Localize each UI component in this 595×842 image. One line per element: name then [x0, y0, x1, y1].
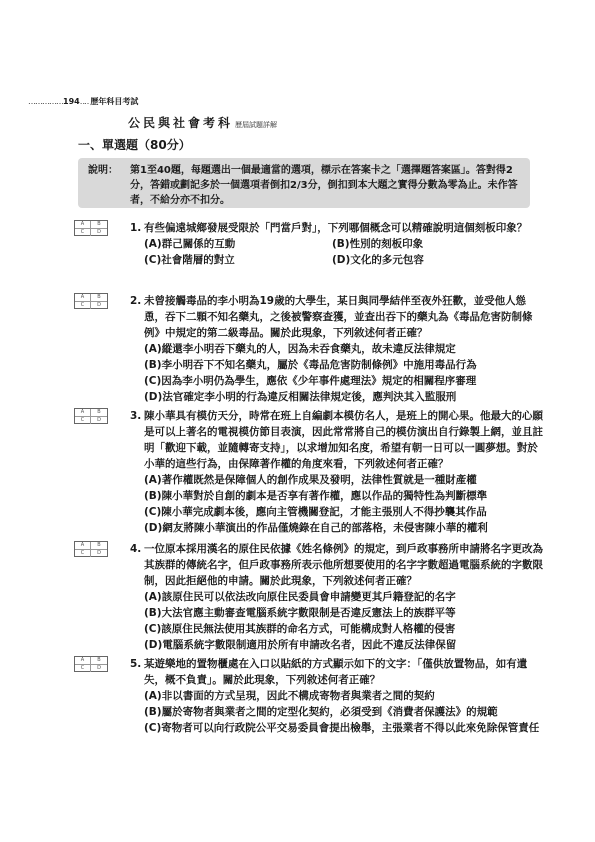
- header-separator: ‥‥: [79, 97, 89, 106]
- option-d: (D)文化的多元包容: [332, 254, 424, 266]
- instructions-box: [78, 158, 530, 208]
- option-a: (A)群己關係的互動: [144, 238, 236, 250]
- answer-box[interactable]: [74, 656, 108, 672]
- option-c: (C)陳小華完成劇本後，應向主管機關登記，才能主張別人不得抄襲其作品: [144, 506, 487, 518]
- instructions-label: 說明：: [88, 165, 118, 176]
- instructions-text: 第1至40題，每題選出一個最適當的選項，標示在答案卡之「選擇題答案區」。答對得2分，答錯或劃記多於一個選項者倒扣2/3分，倒扣到本大題之實得分數為零為止。未作答者，不給分亦不扣分。: [130, 165, 518, 206]
- answer-box[interactable]: [74, 293, 108, 309]
- answer-cell-a[interactable]: A: [75, 542, 91, 550]
- option-b: (B)大法官應主動審查電腦系統字數限制是否違反憲法上的族群平等: [144, 607, 456, 619]
- subject-title: 公民與社會考科: [128, 116, 234, 130]
- subject-heading: [128, 112, 277, 131]
- question-stem: 某遊樂地的置物櫃處在入口以貼紙的方式顯示如下的文字：「僅供放置物品，如有遺失，概不負責」。關於此現象，下列敘述何者正確？: [144, 658, 528, 686]
- running-header: [28, 96, 138, 107]
- question-body: [144, 293, 544, 405]
- answer-cell-c[interactable]: C: [75, 229, 91, 236]
- answer-cell-c[interactable]: C: [75, 417, 91, 424]
- answer-cell-b[interactable]: B: [91, 542, 107, 550]
- question-stem: 未曾接觸毒品的李小明為19歲的大學生，某日與同學結伴至夜外狂歡，並受他人慫恿，吞下二顆不知名藥丸，之後被警察查獲，並查出吞下的藥丸為《毒品危害防制條例》中規定的第二級毒品。關於此現象，下列敘述何者正確？: [144, 295, 533, 339]
- answer-cell-a[interactable]: A: [75, 294, 91, 302]
- option-c: (C)寄物者可以向行政院公平交易委員會提出檢舉，主張業者不得以此來免除保管責任: [144, 722, 540, 734]
- option-a: (A)縱還李小明吞下藥丸的人，因為未吞食藥丸，故未違反法律規定: [144, 343, 456, 355]
- answer-cell-c[interactable]: C: [75, 302, 91, 309]
- answer-cell-b[interactable]: B: [91, 409, 107, 417]
- question-body: [144, 220, 544, 268]
- answer-cell-d[interactable]: D: [97, 417, 101, 423]
- question-body: [144, 656, 544, 736]
- answer-box[interactable]: [74, 220, 108, 236]
- option-a: (A)非以書面的方式呈現，因此不構成寄物者與業者之間的契約: [144, 690, 435, 702]
- option-a: (A)著作權既然是保障個人的創作成果及發明，法律性質就是一種財產權: [144, 474, 477, 486]
- section-title: 一、單選題（80分）: [78, 138, 191, 152]
- option-d: (D)網友將陳小華演出的作品僅燒錄在自己的部落格，未侵害陳小華的權利: [144, 522, 488, 534]
- question-number: 5.: [130, 658, 142, 670]
- option-c: (C)因為李小明仍為學生，應依《少年事件處理法》規定的相關程序審理: [144, 375, 477, 387]
- exam-name: 歷年科目考試: [90, 97, 139, 106]
- question-body: [144, 541, 544, 653]
- answer-cell-b[interactable]: B: [91, 294, 107, 302]
- answer-cell-a[interactable]: A: [75, 409, 91, 417]
- answer-cell-b[interactable]: B: [91, 657, 107, 665]
- option-c: (C)該原住民無法使用其族群的命名方式，可能構成對人格權的侵害: [144, 623, 456, 635]
- answer-cell-d[interactable]: D: [97, 229, 101, 235]
- option-b: (B)陳小華對於自創的劇本是否享有著作權，應以作品的獨特性為判斷標準: [144, 490, 488, 502]
- header-leader-dots: ……………: [28, 97, 63, 106]
- option-list: [144, 236, 544, 268]
- answer-cell-d[interactable]: D: [97, 665, 101, 671]
- question-number: 1.: [130, 222, 142, 234]
- option-d: (D)法官確定李小明的行為違反相關法律規定後，應判決其入監服刑: [144, 391, 457, 403]
- answer-cell-b[interactable]: B: [91, 221, 107, 229]
- answer-box[interactable]: [74, 408, 108, 424]
- option-b: (B)屬於寄物者與業者之間的定型化契約，必須受到《消費者保護法》的規範: [144, 706, 498, 718]
- answer-cell-d[interactable]: D: [97, 302, 101, 308]
- answer-cell-a[interactable]: A: [75, 221, 91, 229]
- question-number: 3.: [130, 410, 142, 422]
- option-b: (B)性別的刻板印象: [332, 238, 424, 250]
- answer-cell-c[interactable]: C: [75, 550, 91, 557]
- subject-note: 歷屆試題詳解: [235, 121, 278, 129]
- question-body: [144, 408, 544, 536]
- option-c: (C)社會階層的對立: [144, 254, 235, 266]
- question-number: 4.: [130, 543, 142, 555]
- option-b: (B)李小明吞下不知名藥丸，屬於《毒品危害防制條例》中施用毒品行為: [144, 359, 477, 371]
- option-a: (A)該原住民可以依法改向原住民委員會申請變更其戶籍登記的名字: [144, 591, 456, 603]
- answer-cell-d[interactable]: D: [97, 550, 101, 556]
- question-stem: 陳小華具有模仿天分，時常在班上自編劇本模仿名人，是班上的開心果。他最大的心願是可以上著名的電視模仿節目表演，因此常常將自己的模仿演出自行錄製上網，並且註明「歡迎下載，並隨轉寄支持」，以求增加知名度，希望有朝一日可以一圓夢想。對於小華的這些行為，由保障著作權的角度來看，下列敘述何者正確？: [144, 410, 543, 470]
- question-number: 2.: [130, 295, 142, 307]
- question-stem: 有些偏遠城鄉發展受限於「門當戶對」，下列哪個概念可以精確說明這個刻板印象？: [144, 222, 528, 234]
- option-d: (D)電腦系統字數限制適用於所有申請改名者，因此不違反法律保留: [144, 639, 457, 651]
- answer-cell-c[interactable]: C: [75, 665, 91, 672]
- question-stem: 一位原本採用漢名的原住民依據《姓名條例》的規定，到戶政事務所申請將名字更改為其族群的傳統名字，但戶政事務所表示他所想要使用的名字字數超過電腦系統的字數限制，因此拒絕他的申請。關於此現象，下列敘述何者正確？: [144, 543, 543, 587]
- page-number: 194: [63, 97, 80, 106]
- answer-box[interactable]: [74, 541, 108, 557]
- answer-cell-a[interactable]: A: [75, 657, 91, 665]
